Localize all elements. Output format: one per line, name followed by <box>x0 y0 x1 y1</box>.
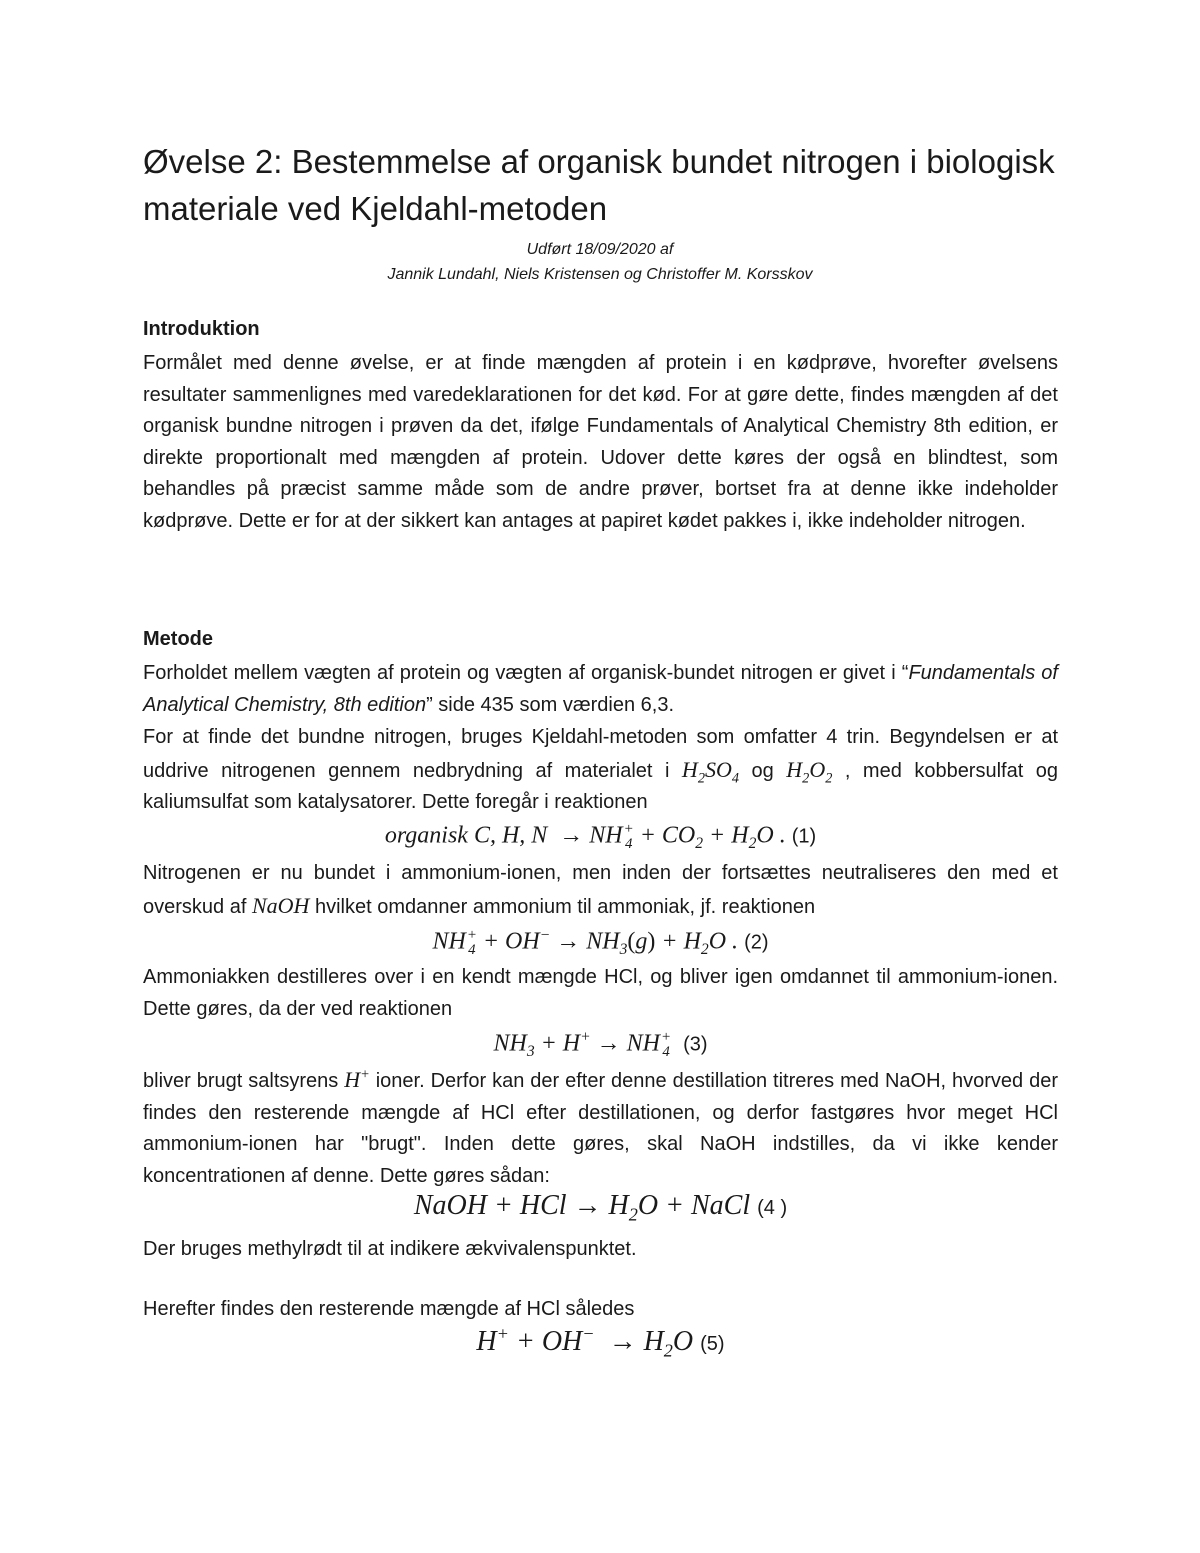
introduction-heading: Introduktion <box>143 318 260 340</box>
method-paragraph-2: For at finde det bundne nitrogen, bruges Kjeldahl-metoden som omfatter 4 trin. Begyndelsen er at uddrive nitrogenen gennem nedbrydning af materialet i $H_2SO_4$ og $H_2O_2$ , med kobbersulfat og kaliumsulfat som katalysatorer. Dette foregår i reaktionen <box>143 726 1059 813</box>
equation-2: NH + 4 + $OH^- \to NH_3(g) + H_2O$ . (2) <box>432 926 769 959</box>
document-title: Øvelse 2: Bestemmelse af organisk bundet nitrogen i biologisk materiale ved Kjeldahl-metoden <box>143 143 1055 227</box>
introduction-paragraph: Formålet med denne øvelse, er at finde mængden af protein i en kødprøve, hvorefter øvelsens resultater sammenlignes med varedeklarationen for det kød. For at gøre dette, findes mængden af det organisk bundne nitrogen i prøven da det, ifølge Fundamentals of Analytical Chemistry 8th edition, er direkte proportionalt med mængden af protein. Udover dette køres der også en blindtest, som behandles på præcist samme måde som de andre prøver, bortset fra at denne ikke indeholder kødprøve. Dette er for at der sikkert kan antages at papiret kødet pakkes i, ikke indeholder nitrogen. <box>143 352 1058 532</box>
equation-3: $NH_3 + H^+$ → NH + 4 (3) <box>493 1028 708 1061</box>
formula-naoh: NaOH <box>251 892 310 918</box>
formula-h2o2: $H_2O_2$ <box>786 756 833 786</box>
byline-authors: Jannik Lundahl, Niels Kristensen og Christoffer M. Korsskov <box>387 266 813 283</box>
equation-4: NaOH + HCl → $H_2O$ + NaCl (4 ) <box>413 1190 788 1225</box>
formula-h2so4: $H_2SO_4$ <box>681 756 740 786</box>
method-paragraph-4: Ammoniakken destilleres over i en kendt mængde HCl, og bliver igen omdannet til ammonium-ionen. Dette gøres, da der ved reaktionen <box>143 966 1058 1020</box>
method-paragraph-1: Forholdet mellem vægten af protein og vægten af organisk-bundet nitrogen er givet i “Fundamentals of Analytical Chemistry, 8th edition” side 435 som værdien 6,3. <box>143 662 1058 716</box>
method-paragraph-7: Herefter findes den resterende mængde af HCl således <box>143 1298 635 1320</box>
equation-1: organisk C, H, N → NH + 4 + $CO_2 + H_2O$ . (1) <box>384 821 817 853</box>
method-heading: Metode <box>143 628 213 650</box>
formula-h-plus: H+ <box>344 1066 370 1092</box>
byline-date: Udført 18/09/2020 af <box>526 241 674 258</box>
method-paragraph-3: Nitrogenen er nu bundet i ammonium-ionen, men inden der fortsættes neutraliseres den med et overskud af NaOH hvilket omdanner ammonium til ammoniak, jf. reaktionen <box>143 862 1058 918</box>
method-paragraph-5: bliver brugt saltsyrens H+ ioner. Derfor kan der efter denne destillation titreres med NaOH, hvorved der findes den resterende mængde af HCl efter destillationen, og derfor fastgøres hvor meget HCl ammonium-ionen har "brugt". Inden dette gøres, skal NaOH indstilles, da vi ikke kender koncentrationen af denne. Dette gøres sådan: <box>143 1066 1058 1187</box>
equation-5: $H^+ + OH^- \to H_2O$ (5) <box>476 1323 725 1361</box>
method-paragraph-6: Der bruges methylrødt til at indikere ækvivalenspunktet. <box>143 1238 637 1260</box>
